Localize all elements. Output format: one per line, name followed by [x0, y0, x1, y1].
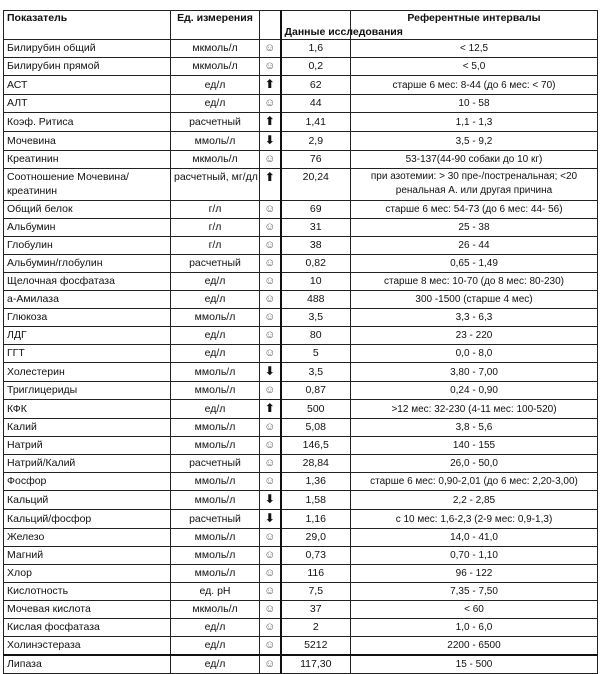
status-cell	[260, 419, 281, 437]
reference-cell: < 5,0	[351, 58, 598, 76]
smiley-normal-icon: ☺	[264, 603, 276, 615]
smiley-normal-icon: ☺	[264, 457, 276, 469]
table-row	[4, 637, 598, 656]
smiley-normal-icon: ☺	[264, 203, 276, 215]
value-cell: 0,2	[281, 58, 351, 76]
smiley-normal-icon: ☺	[264, 42, 276, 54]
table-row	[4, 565, 598, 583]
value-cell: 1,41	[281, 113, 351, 132]
parameter-name: Мочевая кислота	[4, 601, 171, 619]
unit-cell: ед/л	[171, 637, 260, 656]
status-cell	[260, 547, 281, 565]
unit-cell: расчетный	[171, 113, 260, 132]
parameter-name: Хлор	[4, 565, 171, 583]
unit-cell: ед/л	[171, 619, 260, 637]
parameter-name: ЛДГ	[4, 327, 171, 345]
table-row	[4, 76, 598, 95]
parameter-name: КФК	[4, 400, 171, 419]
table-row	[4, 255, 598, 273]
status-cell	[260, 255, 281, 273]
reference-cell: старше 8 мес: 10-70 (до 8 мес: 80-230)	[351, 273, 598, 291]
table-row	[4, 273, 598, 291]
table-row	[4, 400, 598, 419]
status-cell	[260, 169, 281, 201]
value-cell: 31	[281, 219, 351, 237]
unit-cell: расчетный, мг/дл	[171, 169, 260, 201]
parameter-name: Кислотность	[4, 583, 171, 601]
status-cell	[260, 619, 281, 637]
arrow-up-icon: ⬆	[264, 170, 275, 184]
reference-cell: 140 - 155	[351, 437, 598, 455]
value-cell: 20,24	[281, 169, 351, 201]
value-cell: 28,84	[281, 455, 351, 473]
reference-cell: >12 мес: 32-230 (4-11 мес: 100-520)	[351, 400, 598, 419]
status-cell	[260, 113, 281, 132]
arrow-down-icon: ⬇	[264, 133, 275, 147]
value-cell: 500	[281, 400, 351, 419]
smiley-normal-icon: ☺	[264, 639, 276, 651]
reference-cell: 26 - 44	[351, 237, 598, 255]
unit-cell: ммоль/л	[171, 382, 260, 400]
unit-cell: мкмоль/л	[171, 601, 260, 619]
parameter-name: Кальций/фосфор	[4, 510, 171, 529]
unit-cell: ед/л	[171, 76, 260, 95]
reference-cell: старше 6 мес: 0,90-2,01 (до 6 мес: 2,20-3,00)	[351, 473, 598, 491]
value-cell: 69	[281, 201, 351, 219]
value-cell: 2	[281, 619, 351, 637]
table-row	[4, 237, 598, 255]
status-cell	[260, 219, 281, 237]
value-cell: 2,9	[281, 132, 351, 151]
status-cell	[260, 76, 281, 95]
value-cell: 0,87	[281, 382, 351, 400]
reference-cell: 300 -1500 (старше 4 мес)	[351, 291, 598, 309]
smiley-normal-icon: ☺	[264, 60, 276, 72]
unit-cell: ед/л	[171, 273, 260, 291]
smiley-normal-icon: ☺	[264, 347, 276, 359]
parameter-name: Билирубин прямой	[4, 58, 171, 76]
status-cell	[260, 491, 281, 510]
unit-cell: мкмоль/л	[171, 58, 260, 76]
unit-cell: ммоль/л	[171, 363, 260, 382]
table-row	[4, 473, 598, 491]
header-row	[4, 11, 598, 40]
table-body	[4, 40, 598, 674]
status-cell	[260, 309, 281, 327]
unit-cell: г/л	[171, 237, 260, 255]
parameter-name: Глюкоза	[4, 309, 171, 327]
parameter-name: Альбумин	[4, 219, 171, 237]
table-row	[4, 151, 598, 169]
table-row	[4, 291, 598, 309]
smiley-normal-icon: ☺	[264, 97, 276, 109]
parameter-name: Билирубин общий	[4, 40, 171, 58]
parameter-name: Натрий/Калий	[4, 455, 171, 473]
smiley-normal-icon: ☺	[264, 549, 276, 561]
arrow-up-icon: ⬆	[264, 114, 275, 128]
status-cell	[260, 510, 281, 529]
table-row	[4, 58, 598, 76]
unit-cell: ммоль/л	[171, 547, 260, 565]
status-cell	[260, 237, 281, 255]
status-cell	[260, 565, 281, 583]
smiley-normal-icon: ☺	[264, 567, 276, 579]
reference-cell: 3,8 - 5,6	[351, 419, 598, 437]
parameter-name: Коэф. Ритиса	[4, 113, 171, 132]
reference-cell: 96 - 122	[351, 565, 598, 583]
value-cell: 116	[281, 565, 351, 583]
value-cell: 1,36	[281, 473, 351, 491]
parameter-name: Триглицериды	[4, 382, 171, 400]
unit-cell: ед/л	[171, 291, 260, 309]
smiley-normal-icon: ☺	[264, 384, 276, 396]
table-row	[4, 169, 598, 201]
value-cell: 37	[281, 601, 351, 619]
parameter-name: Фосфор	[4, 473, 171, 491]
reference-cell: 25 - 38	[351, 219, 598, 237]
parameter-name: Липаза	[4, 655, 171, 674]
value-cell: 76	[281, 151, 351, 169]
unit-cell: ед/л	[171, 655, 260, 674]
unit-cell: расчетный	[171, 455, 260, 473]
value-cell: 5	[281, 345, 351, 363]
status-cell	[260, 363, 281, 382]
parameter-name: Мочевина	[4, 132, 171, 151]
smiley-normal-icon: ☺	[264, 275, 276, 287]
status-cell	[260, 437, 281, 455]
value-cell: 1,16	[281, 510, 351, 529]
status-cell	[260, 455, 281, 473]
value-cell: 38	[281, 237, 351, 255]
smiley-normal-icon: ☺	[264, 329, 276, 341]
reference-cell: 15 - 500	[351, 655, 598, 674]
smiley-normal-icon: ☺	[264, 531, 276, 543]
header-reference: Референтные интервалы	[351, 11, 598, 40]
smiley-normal-icon: ☺	[264, 658, 276, 670]
status-cell	[260, 529, 281, 547]
header-unit: Ед. измерения	[171, 11, 260, 40]
unit-cell: ммоль/л	[171, 437, 260, 455]
unit-cell: ед/л	[171, 95, 260, 113]
smiley-normal-icon: ☺	[264, 311, 276, 323]
parameter-name: Щелочная фосфатаза	[4, 273, 171, 291]
status-cell	[260, 583, 281, 601]
status-cell	[260, 291, 281, 309]
value-cell: 7,5	[281, 583, 351, 601]
reference-cell: старше 6 мес: 8-44 (до 6 мес: < 70)	[351, 76, 598, 95]
table-row	[4, 655, 598, 674]
smiley-normal-icon: ☺	[264, 293, 276, 305]
smiley-normal-icon: ☺	[264, 475, 276, 487]
status-cell	[260, 601, 281, 619]
table-row	[4, 510, 598, 529]
unit-cell: ммоль/л	[171, 309, 260, 327]
reference-cell: 2,2 - 2,85	[351, 491, 598, 510]
table-row	[4, 491, 598, 510]
status-cell	[260, 58, 281, 76]
lab-results-table	[3, 10, 598, 674]
unit-cell: ед/л	[171, 400, 260, 419]
value-cell: 62	[281, 76, 351, 95]
parameter-name: Кислая фосфатаза	[4, 619, 171, 637]
table-row	[4, 309, 598, 327]
value-cell: 1,6	[281, 40, 351, 58]
smiley-normal-icon: ☺	[264, 585, 276, 597]
value-cell: 29,0	[281, 529, 351, 547]
table-row	[4, 601, 598, 619]
unit-cell: расчетный	[171, 510, 260, 529]
reference-cell: 0,65 - 1,49	[351, 255, 598, 273]
parameter-name: Альбумин/глобулин	[4, 255, 171, 273]
table-row	[4, 113, 598, 132]
parameter-name: Магний	[4, 547, 171, 565]
value-cell: 10	[281, 273, 351, 291]
smiley-normal-icon: ☺	[264, 239, 276, 251]
reference-cell: 1,1 - 1,3	[351, 113, 598, 132]
smiley-normal-icon: ☺	[264, 621, 276, 633]
unit-cell: ед. pH	[171, 583, 260, 601]
table-row	[4, 95, 598, 113]
table-row	[4, 132, 598, 151]
table-row	[4, 363, 598, 382]
parameter-name: Калий	[4, 419, 171, 437]
smiley-normal-icon: ☺	[264, 439, 276, 451]
status-cell	[260, 95, 281, 113]
reference-cell: 26,0 - 50,0	[351, 455, 598, 473]
status-cell	[260, 40, 281, 58]
table-row	[4, 437, 598, 455]
parameter-name: Общий белок	[4, 201, 171, 219]
reference-cell: 14,0 - 41,0	[351, 529, 598, 547]
reference-cell: при азотемии: > 30 пре-/постренальная; <20 ренальная А. или другая причина	[351, 169, 598, 201]
table-row	[4, 345, 598, 363]
unit-cell: ммоль/л	[171, 473, 260, 491]
value-cell: 3,5	[281, 309, 351, 327]
parameter-name: Глобулин	[4, 237, 171, 255]
reference-cell: 7,35 - 7,50	[351, 583, 598, 601]
reference-cell: 3,3 - 6,3	[351, 309, 598, 327]
status-cell	[260, 201, 281, 219]
parameter-name: Натрий	[4, 437, 171, 455]
reference-cell: 2200 - 6500	[351, 637, 598, 656]
parameter-name: АСТ	[4, 76, 171, 95]
unit-cell: ед/л	[171, 345, 260, 363]
reference-cell: с 10 мес: 1,6-2,3 (2-9 мес: 0,9-1,3)	[351, 510, 598, 529]
value-cell: 44	[281, 95, 351, 113]
table-row	[4, 455, 598, 473]
header-status	[260, 11, 281, 40]
reference-cell: 0,24 - 0,90	[351, 382, 598, 400]
table-row	[4, 419, 598, 437]
reference-cell: 53-137(44-90 собаки до 10 кг)	[351, 151, 598, 169]
value-cell: 5212	[281, 637, 351, 656]
status-cell	[260, 473, 281, 491]
smiley-normal-icon: ☺	[264, 221, 276, 233]
reference-cell: 0,0 - 8,0	[351, 345, 598, 363]
status-cell	[260, 151, 281, 169]
arrow-up-icon: ⬆	[264, 401, 275, 415]
status-cell	[260, 637, 281, 656]
unit-cell: ед/л	[171, 327, 260, 345]
table-row	[4, 619, 598, 637]
parameter-name: Креатинин	[4, 151, 171, 169]
unit-cell: ммоль/л	[171, 132, 260, 151]
unit-cell: ммоль/л	[171, 491, 260, 510]
reference-cell: 23 - 220	[351, 327, 598, 345]
unit-cell: г/л	[171, 219, 260, 237]
table-row	[4, 201, 598, 219]
table-row	[4, 583, 598, 601]
unit-cell: ммоль/л	[171, 529, 260, 547]
reference-cell: 3,80 - 7,00	[351, 363, 598, 382]
parameter-name: ГГТ	[4, 345, 171, 363]
value-cell: 80	[281, 327, 351, 345]
value-cell: 146,5	[281, 437, 351, 455]
smiley-normal-icon: ☺	[264, 257, 276, 269]
table-row	[4, 327, 598, 345]
status-cell	[260, 327, 281, 345]
reference-cell: 3,5 - 9,2	[351, 132, 598, 151]
smiley-normal-icon: ☺	[264, 421, 276, 433]
unit-cell: мкмоль/л	[171, 40, 260, 58]
value-cell: 3,5	[281, 363, 351, 382]
table-row	[4, 40, 598, 58]
unit-cell: расчетный	[171, 255, 260, 273]
status-cell	[260, 655, 281, 674]
value-cell: 117,30	[281, 655, 351, 674]
unit-cell: ммоль/л	[171, 419, 260, 437]
reference-cell: < 12,5	[351, 40, 598, 58]
header-parameter: Показатель	[4, 11, 171, 40]
arrow-up-icon: ⬆	[264, 77, 275, 91]
status-cell	[260, 132, 281, 151]
arrow-down-icon: ⬇	[264, 492, 275, 506]
unit-cell: мкмоль/л	[171, 151, 260, 169]
table-row	[4, 547, 598, 565]
unit-cell: ммоль/л	[171, 565, 260, 583]
table-row	[4, 529, 598, 547]
parameter-name: Соотношение Мочевина/креатинин	[4, 169, 171, 201]
table-row	[4, 382, 598, 400]
reference-cell: старше 6 мес: 54-73 (до 6 мес: 44- 56)	[351, 201, 598, 219]
parameter-name: АЛТ	[4, 95, 171, 113]
smiley-normal-icon: ☺	[264, 153, 276, 165]
status-cell	[260, 382, 281, 400]
value-cell: 0,82	[281, 255, 351, 273]
reference-cell: 10 - 58	[351, 95, 598, 113]
value-cell: 0,73	[281, 547, 351, 565]
arrow-down-icon: ⬇	[264, 511, 275, 525]
parameter-name: а-Амилаза	[4, 291, 171, 309]
status-cell	[260, 273, 281, 291]
table-row	[4, 219, 598, 237]
reference-cell: < 60	[351, 601, 598, 619]
parameter-name: Холинэстераза	[4, 637, 171, 656]
parameter-name: Холестерин	[4, 363, 171, 382]
value-cell: 1,58	[281, 491, 351, 510]
reference-cell: 1,0 - 6,0	[351, 619, 598, 637]
header-value: Данные исследования	[281, 11, 351, 40]
status-cell	[260, 345, 281, 363]
reference-cell: 0,70 - 1,10	[351, 547, 598, 565]
parameter-name: Железо	[4, 529, 171, 547]
status-cell	[260, 400, 281, 419]
value-cell: 488	[281, 291, 351, 309]
unit-cell: г/л	[171, 201, 260, 219]
value-cell: 5,08	[281, 419, 351, 437]
parameter-name: Кальций	[4, 491, 171, 510]
arrow-down-icon: ⬇	[264, 364, 275, 378]
